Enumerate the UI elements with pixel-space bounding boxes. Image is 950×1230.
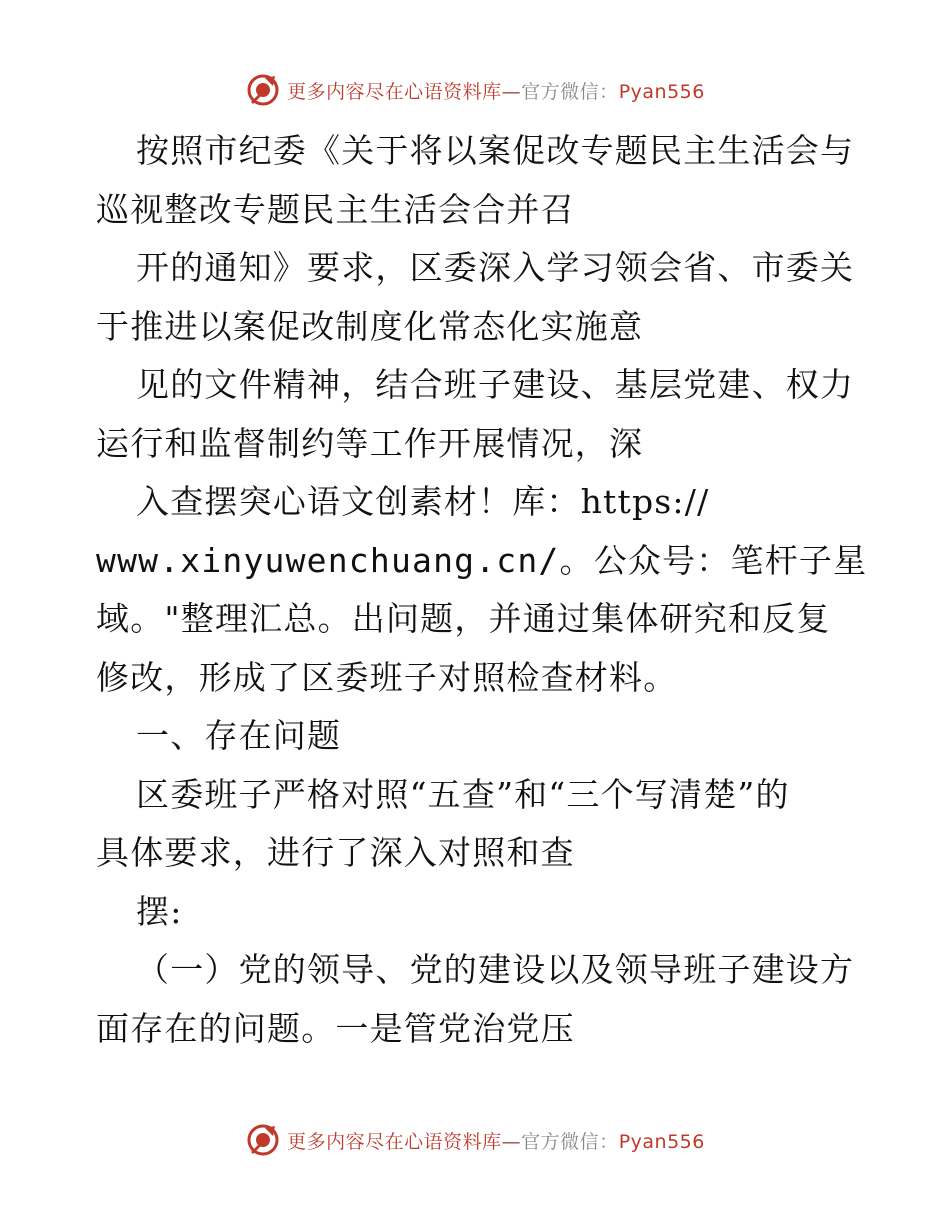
watermark-brand: 更多内容尽在心语资料库 — [287, 80, 502, 103]
header-watermark — [0, 70, 950, 110]
paragraph-line: 具体要求，进行了深入对照和查 — [96, 833, 575, 872]
paragraph-line: 入查摆突心语文创素材！库：https:// — [136, 482, 710, 521]
watermark-separator: — — [501, 1130, 522, 1153]
paragraph-line: 域。"整理汇总。出问题，并通过集体研究和反复 — [96, 599, 831, 638]
paragraph-line: 区委班子严格对照“五查”和“三个写清楚”的 — [136, 774, 790, 814]
watermark-separator: — — [501, 80, 522, 103]
paragraph-line: 面存在的问题。一是管党治党压 — [96, 1008, 575, 1048]
document-body — [96, 122, 868, 1058]
watermark-wechat-id: Pyan556 — [618, 80, 705, 103]
pen-logo-icon — [245, 72, 281, 108]
paragraph-line: 按照市纪委《关于将以案促改专题民主生活会与 — [136, 131, 855, 170]
watermark-official-label: 官方微信： — [521, 1130, 619, 1153]
pen-logo-icon — [245, 1122, 281, 1158]
paragraph-line: 开的通知》要求，区委深入学习领会省、市委关 — [136, 248, 855, 287]
paragraph-line: 于推进以案促改制度化常态化实施意 — [96, 306, 644, 346]
paragraph-line: 运行和监督制约等工作开展情况，深 — [96, 423, 644, 463]
watermark-official-label: 官方微信： — [521, 80, 619, 103]
paragraph-line: www.xinyuwenchuang.cn/。公众号：笔杆子星 — [96, 540, 868, 580]
section-heading: 一、存在问题 — [136, 716, 342, 755]
paragraph-line: 见的文件精神，结合班子建设、基层党建、权力 — [136, 365, 855, 404]
paragraph-line: 修改，形成了区委班子对照检查材料。 — [96, 657, 678, 697]
watermark-brand: 更多内容尽在心语资料库 — [287, 1130, 502, 1153]
paragraph-line: 摆: — [136, 891, 183, 931]
paragraph-line: 巡视整改专题民主生活会合并召 — [96, 189, 575, 229]
watermark-wechat-id: Pyan556 — [618, 1130, 705, 1153]
footer-watermark — [0, 1120, 950, 1160]
subsection-heading: （一）党的领导、党的建设以及领导班子建设方 — [136, 950, 855, 989]
